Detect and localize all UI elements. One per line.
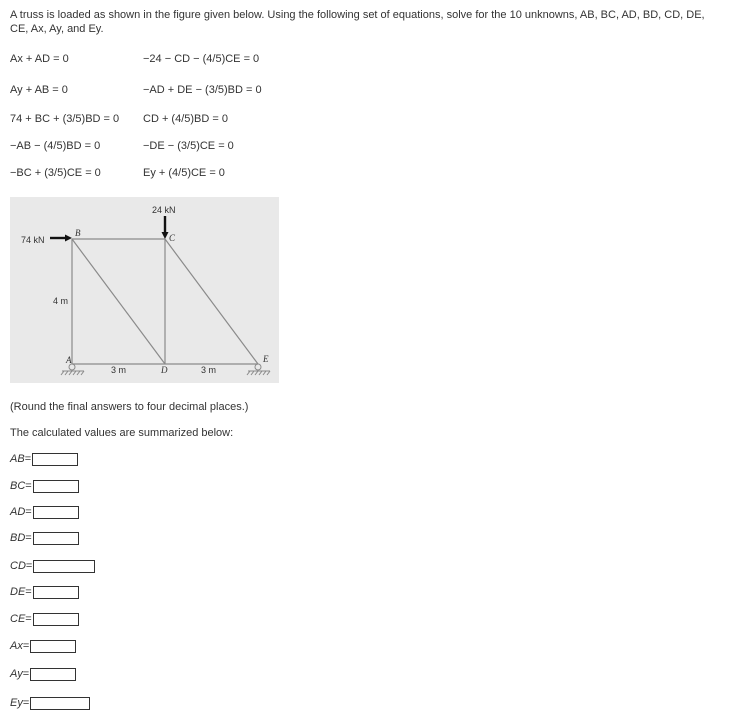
load-24kn-label: 24 kN xyxy=(152,205,176,215)
answer-label: CE xyxy=(10,613,26,625)
equals-sign: = xyxy=(22,697,30,709)
equation-left-4: −AB − (4/5)BD = 0 xyxy=(10,140,101,152)
problem-statement: A truss is loaded as shown in the figure given below. Using the following set of equations, solve for the 10 unknowns, AB, BC, AD, BD, CD, DE, CE, Ax, Ay, and Ey. xyxy=(10,9,705,35)
equals-sign: = xyxy=(25,480,32,492)
rounding-instruction: (Round the final answers to four decimal places.) xyxy=(10,401,249,413)
answer-input-bd[interactable] xyxy=(33,532,79,545)
answer-row-de xyxy=(10,584,79,600)
answer-row-bd xyxy=(10,530,79,546)
equation-left-1: Ax + AD = 0 xyxy=(10,53,69,65)
answer-label: Ax xyxy=(10,640,23,652)
answer-input-ad[interactable] xyxy=(33,506,79,519)
answer-label: CD xyxy=(10,560,26,572)
equation-right-5: Ey + (4/5)CE = 0 xyxy=(143,167,225,179)
answer-label: AB xyxy=(10,453,25,465)
equation-left-5: −BC + (3/5)CE = 0 xyxy=(10,167,101,179)
equation-right-2: −AD + DE − (3/5)BD = 0 xyxy=(143,84,262,96)
member-bd xyxy=(72,239,165,364)
answer-input-ey[interactable] xyxy=(30,697,90,710)
node-c-label: C xyxy=(169,233,176,243)
member-ce xyxy=(165,239,258,364)
answer-row-ad xyxy=(10,504,79,520)
load-74kn-label: 74 kN xyxy=(21,235,45,245)
answer-row-ey xyxy=(10,695,90,711)
answer-label: Ey xyxy=(10,697,23,709)
equals-sign: = xyxy=(25,532,32,544)
load-74kn-arrowhead xyxy=(65,235,72,242)
answer-row-bc xyxy=(10,478,79,494)
answer-input-ay[interactable] xyxy=(30,668,76,681)
height-dimension-label: 4 m xyxy=(53,296,69,306)
equation-right-1: −24 − CD − (4/5)CE = 0 xyxy=(143,53,260,65)
answer-input-ab[interactable] xyxy=(32,453,78,466)
answer-label: BC xyxy=(10,480,26,492)
answer-label: Ay xyxy=(10,668,23,680)
answer-row-cd xyxy=(10,558,95,574)
summary-text: The calculated values are summarized below: xyxy=(10,427,234,439)
equals-sign: = xyxy=(24,453,32,465)
truss-diagram xyxy=(10,197,279,383)
load-24kn-arrowhead xyxy=(162,232,169,239)
equals-sign: = xyxy=(25,613,32,625)
equation-right-3: CD + (4/5)BD = 0 xyxy=(143,113,228,125)
node-b-label: B xyxy=(75,228,81,238)
node-a-label: A xyxy=(66,355,72,365)
answer-input-de[interactable] xyxy=(33,586,79,599)
answer-label: BD xyxy=(10,532,26,544)
answer-input-ce[interactable] xyxy=(33,613,79,626)
equals-sign: = xyxy=(25,560,33,572)
pin-support-e xyxy=(255,364,261,370)
node-e-label: E xyxy=(263,354,269,364)
answer-input-cd[interactable] xyxy=(33,560,95,573)
answer-input-ax[interactable] xyxy=(30,640,76,653)
equals-sign: = xyxy=(22,640,30,652)
answer-label: DE xyxy=(10,586,26,598)
node-d-label: D xyxy=(161,365,168,375)
equals-sign: = xyxy=(22,668,30,680)
span-2-label: 3 m xyxy=(201,365,217,375)
answer-label: AD xyxy=(10,506,26,518)
equals-sign: = xyxy=(25,586,32,598)
answer-row-ax xyxy=(10,638,76,654)
answer-row-ab xyxy=(10,451,78,467)
answer-input-bc[interactable] xyxy=(33,480,79,493)
truss-figure xyxy=(10,197,279,383)
equation-left-3: 74 + BC + (3/5)BD = 0 xyxy=(10,113,120,125)
span-1-label: 3 m xyxy=(111,365,127,375)
equation-right-4: −DE − (3/5)CE = 0 xyxy=(143,140,234,152)
equation-left-2: Ay + AB = 0 xyxy=(10,84,68,96)
answer-row-ay xyxy=(10,666,76,682)
answer-row-ce xyxy=(10,611,79,627)
equals-sign: = xyxy=(25,506,32,518)
